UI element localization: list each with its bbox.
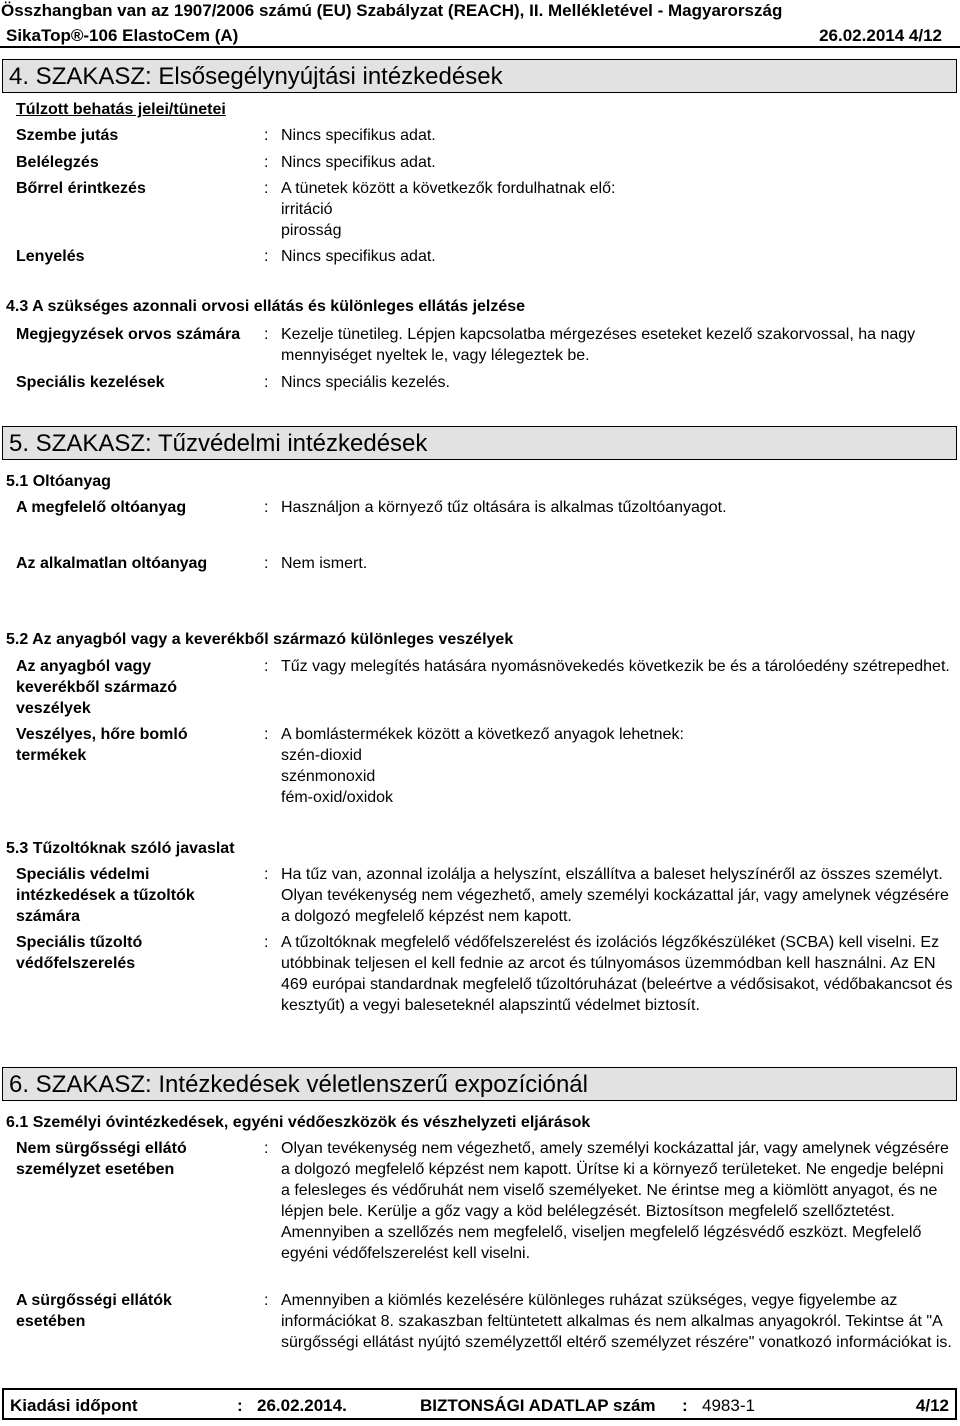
sds-number-label: BIZTONSÁGI ADATLAP szám xyxy=(420,1396,656,1415)
decomposition-label: Veszélyes, hőre bomló termékek xyxy=(16,726,188,764)
colon: : xyxy=(264,866,269,883)
subsection-4-3: 4.3 A szükséges azonnali orvosi ellátás és különleges ellátás jelzése xyxy=(6,298,526,315)
doctor-note-value: Kezelje tünetileg. Lépjen kapcsolatba mérgezéses eseteket kezelő szakorvossal, ha nagy mennyiséget nyeltek le, vagy lélegeztek be. xyxy=(281,326,916,364)
colon: : xyxy=(264,658,269,675)
decomposition-item: fém-oxid/oxidok xyxy=(281,789,394,806)
subsection-5-1: 5.1 Oltóanyag xyxy=(6,473,111,490)
firefighter-equipment-value: A tűzoltóknak megfelelő védőfelszerelést és izolációs légzőkészüléket (SCBA) kell viselni. Ez utóbbinak teljesen el kell fednie az arcot és túlnyomásos üzemmódban kell használni. Az EN 469 európai standardnak megfelelő tűzoltóruházat (beleértve a védősisakot, védőbakancsot és kesztyűt) a vegyi baleseteknél alapszintű védelmet biztosít. xyxy=(281,934,953,1014)
colon: : xyxy=(264,374,269,391)
emergency-responder-label: A sürgősségi ellátók esetében xyxy=(16,1292,172,1330)
product-header xyxy=(0,22,960,48)
colon: : xyxy=(264,555,269,572)
date-page: 26.02.2014 4/12 xyxy=(819,26,942,45)
colon: : xyxy=(264,1140,269,1157)
subsection-5-3: 5.3 Tűzoltóknak szóló javaslat xyxy=(6,840,235,857)
unsuitable-media-value: Nem ismert. xyxy=(281,555,368,572)
subsection-5-2: 5.2 Az anyagból vagy a keverékből származó különleges veszélyek xyxy=(6,631,514,648)
colon: : xyxy=(682,1396,688,1415)
skin-contact-text: A tünetek között a következők fordulhatnak elő: xyxy=(281,180,616,197)
non-emergency-label: Nem sürgősségi ellátó személyzet esetében xyxy=(16,1140,187,1178)
doctor-note-label: Megjegyzések orvos számára xyxy=(16,326,241,343)
issue-date-label: Kiadási időpont xyxy=(10,1396,138,1415)
issue-date-value: 26.02.2014. xyxy=(257,1396,347,1415)
colon: : xyxy=(264,726,269,743)
skin-contact-label: Bőrrel érintkezés xyxy=(16,180,146,197)
subsection-6-1: 6.1 Személyi óvintézkedések, egyéni védőeszközök és vészhelyzeti eljárások xyxy=(6,1114,591,1131)
section-5-title: 5. SZAKASZ: Tűzvédelmi intézkedések xyxy=(2,426,957,460)
emergency-responder-value: Amennyiben a kiömlés kezelésére különleges ruházat szükséges, vegye figyelembe az információkat 8. szakaszban feltüntetett alkalmas és nem alkalmas anyagokról. Tekintse át "A sürgősségi ellátást nyújtó személyzettől eltérő személyzet részére" vonatkozó információkat is. xyxy=(281,1292,952,1351)
unsuitable-media-label: Az alkalmatlan oltóanyag xyxy=(16,555,208,572)
colon: : xyxy=(264,154,269,171)
colon: : xyxy=(264,499,269,516)
hazards-label: Az anyagból vagy keverékből származó veszélyek xyxy=(16,658,177,717)
hazards-value: Tűz vagy melegítés hatására nyomásnövekedés következik be és a tárolóedény szétrepedhet. xyxy=(281,658,950,675)
eye-contact-value: Nincs specifikus adat. xyxy=(281,127,436,144)
non-emergency-value: Olyan tevékenység nem végezhető, amely személyi kockázattal jár, vagy amelynek végzésére a dolgozó megfelelő képzést nem kapott. Ürítse ki a környező területeket. Ne engedje belépni a felesleges és védőruhát nem viselő személyeket. Ne érintse meg a kiömlött anyagot, és ne lépjen bele. Kerülje a gőz vagy a köd belélegzését. Biztosítson megfelelő szellőztetést. Amennyiben a szellőzés nem megfelelő, viseljen megfelelő légzésvédő eszközt. Megfelelő egyéni védőfelszerelést kell viselni. xyxy=(281,1140,949,1262)
product-name: SikaTop®-106 ElastoCem (A) xyxy=(6,26,239,45)
special-treatment-value: Nincs speciális kezelés. xyxy=(281,374,450,391)
eye-contact-label: Szembe jutás xyxy=(16,127,119,144)
inhalation-label: Belélegzés xyxy=(16,154,99,171)
section-6-title: 6. SZAKASZ: Intézkedések véletlenszerű expozíciónál xyxy=(2,1067,957,1101)
decomposition-item: szénmonoxid xyxy=(281,768,376,785)
footer-page-number: 4/12 xyxy=(915,1396,949,1415)
suitable-media-label: A megfelelő oltóanyag xyxy=(16,499,187,516)
ingestion-label: Lenyelés xyxy=(16,248,85,265)
colon: : xyxy=(237,1396,243,1415)
page-footer xyxy=(2,1388,957,1420)
inhalation-value: Nincs specifikus adat. xyxy=(281,154,436,171)
colon: : xyxy=(264,248,269,265)
colon: : xyxy=(264,127,269,144)
decomposition-text: A bomlástermékek között a következő anyagok lehetnek: xyxy=(281,726,684,743)
colon: : xyxy=(264,934,269,951)
decomposition-item: szén-dioxid xyxy=(281,747,362,764)
regulation-header: Összhangban van az 1907/2006 számú (EU) Szabályzat (REACH), II. Mellékletével - Magyarország xyxy=(0,0,960,22)
firefighter-actions-label: Speciális védelmi intézkedések a tűzoltók számára xyxy=(16,866,195,925)
colon: : xyxy=(264,326,269,343)
ingestion-value: Nincs specifikus adat. xyxy=(281,248,436,265)
colon: : xyxy=(264,180,269,197)
colon: : xyxy=(264,1292,269,1309)
skin-contact-value xyxy=(281,178,954,241)
suitable-media-value: Használjon a környező tűz oltására is alkalmas tűzoltóanyagot. xyxy=(281,499,727,516)
sds-number-value: 4983-1 xyxy=(702,1396,755,1415)
skin-contact-item: irritáció xyxy=(281,201,333,218)
section-4-subtitle: Túlzott behatás jelei/tünetei xyxy=(16,101,226,118)
firefighter-equipment-label: Speciális tűzoltó védőfelszerelés xyxy=(16,934,143,972)
skin-contact-item: pirosság xyxy=(281,222,342,239)
decomposition-value xyxy=(281,724,954,808)
special-treatment-label: Speciális kezelések xyxy=(16,374,165,391)
firefighter-actions-value: Ha tűz van, azonnal izolálja a helyszínt, elszállítva a baleset helyszínéről az összes személyt. Olyan tevékenység nem végezhető, amely személyi kockázattal jár, vagy amelynek végzésére a dolgozó megfelelő képzést nem kapott. xyxy=(281,866,949,925)
section-4-title: 4. SZAKASZ: Elsősegélynyújtási intézkedések xyxy=(2,59,957,93)
